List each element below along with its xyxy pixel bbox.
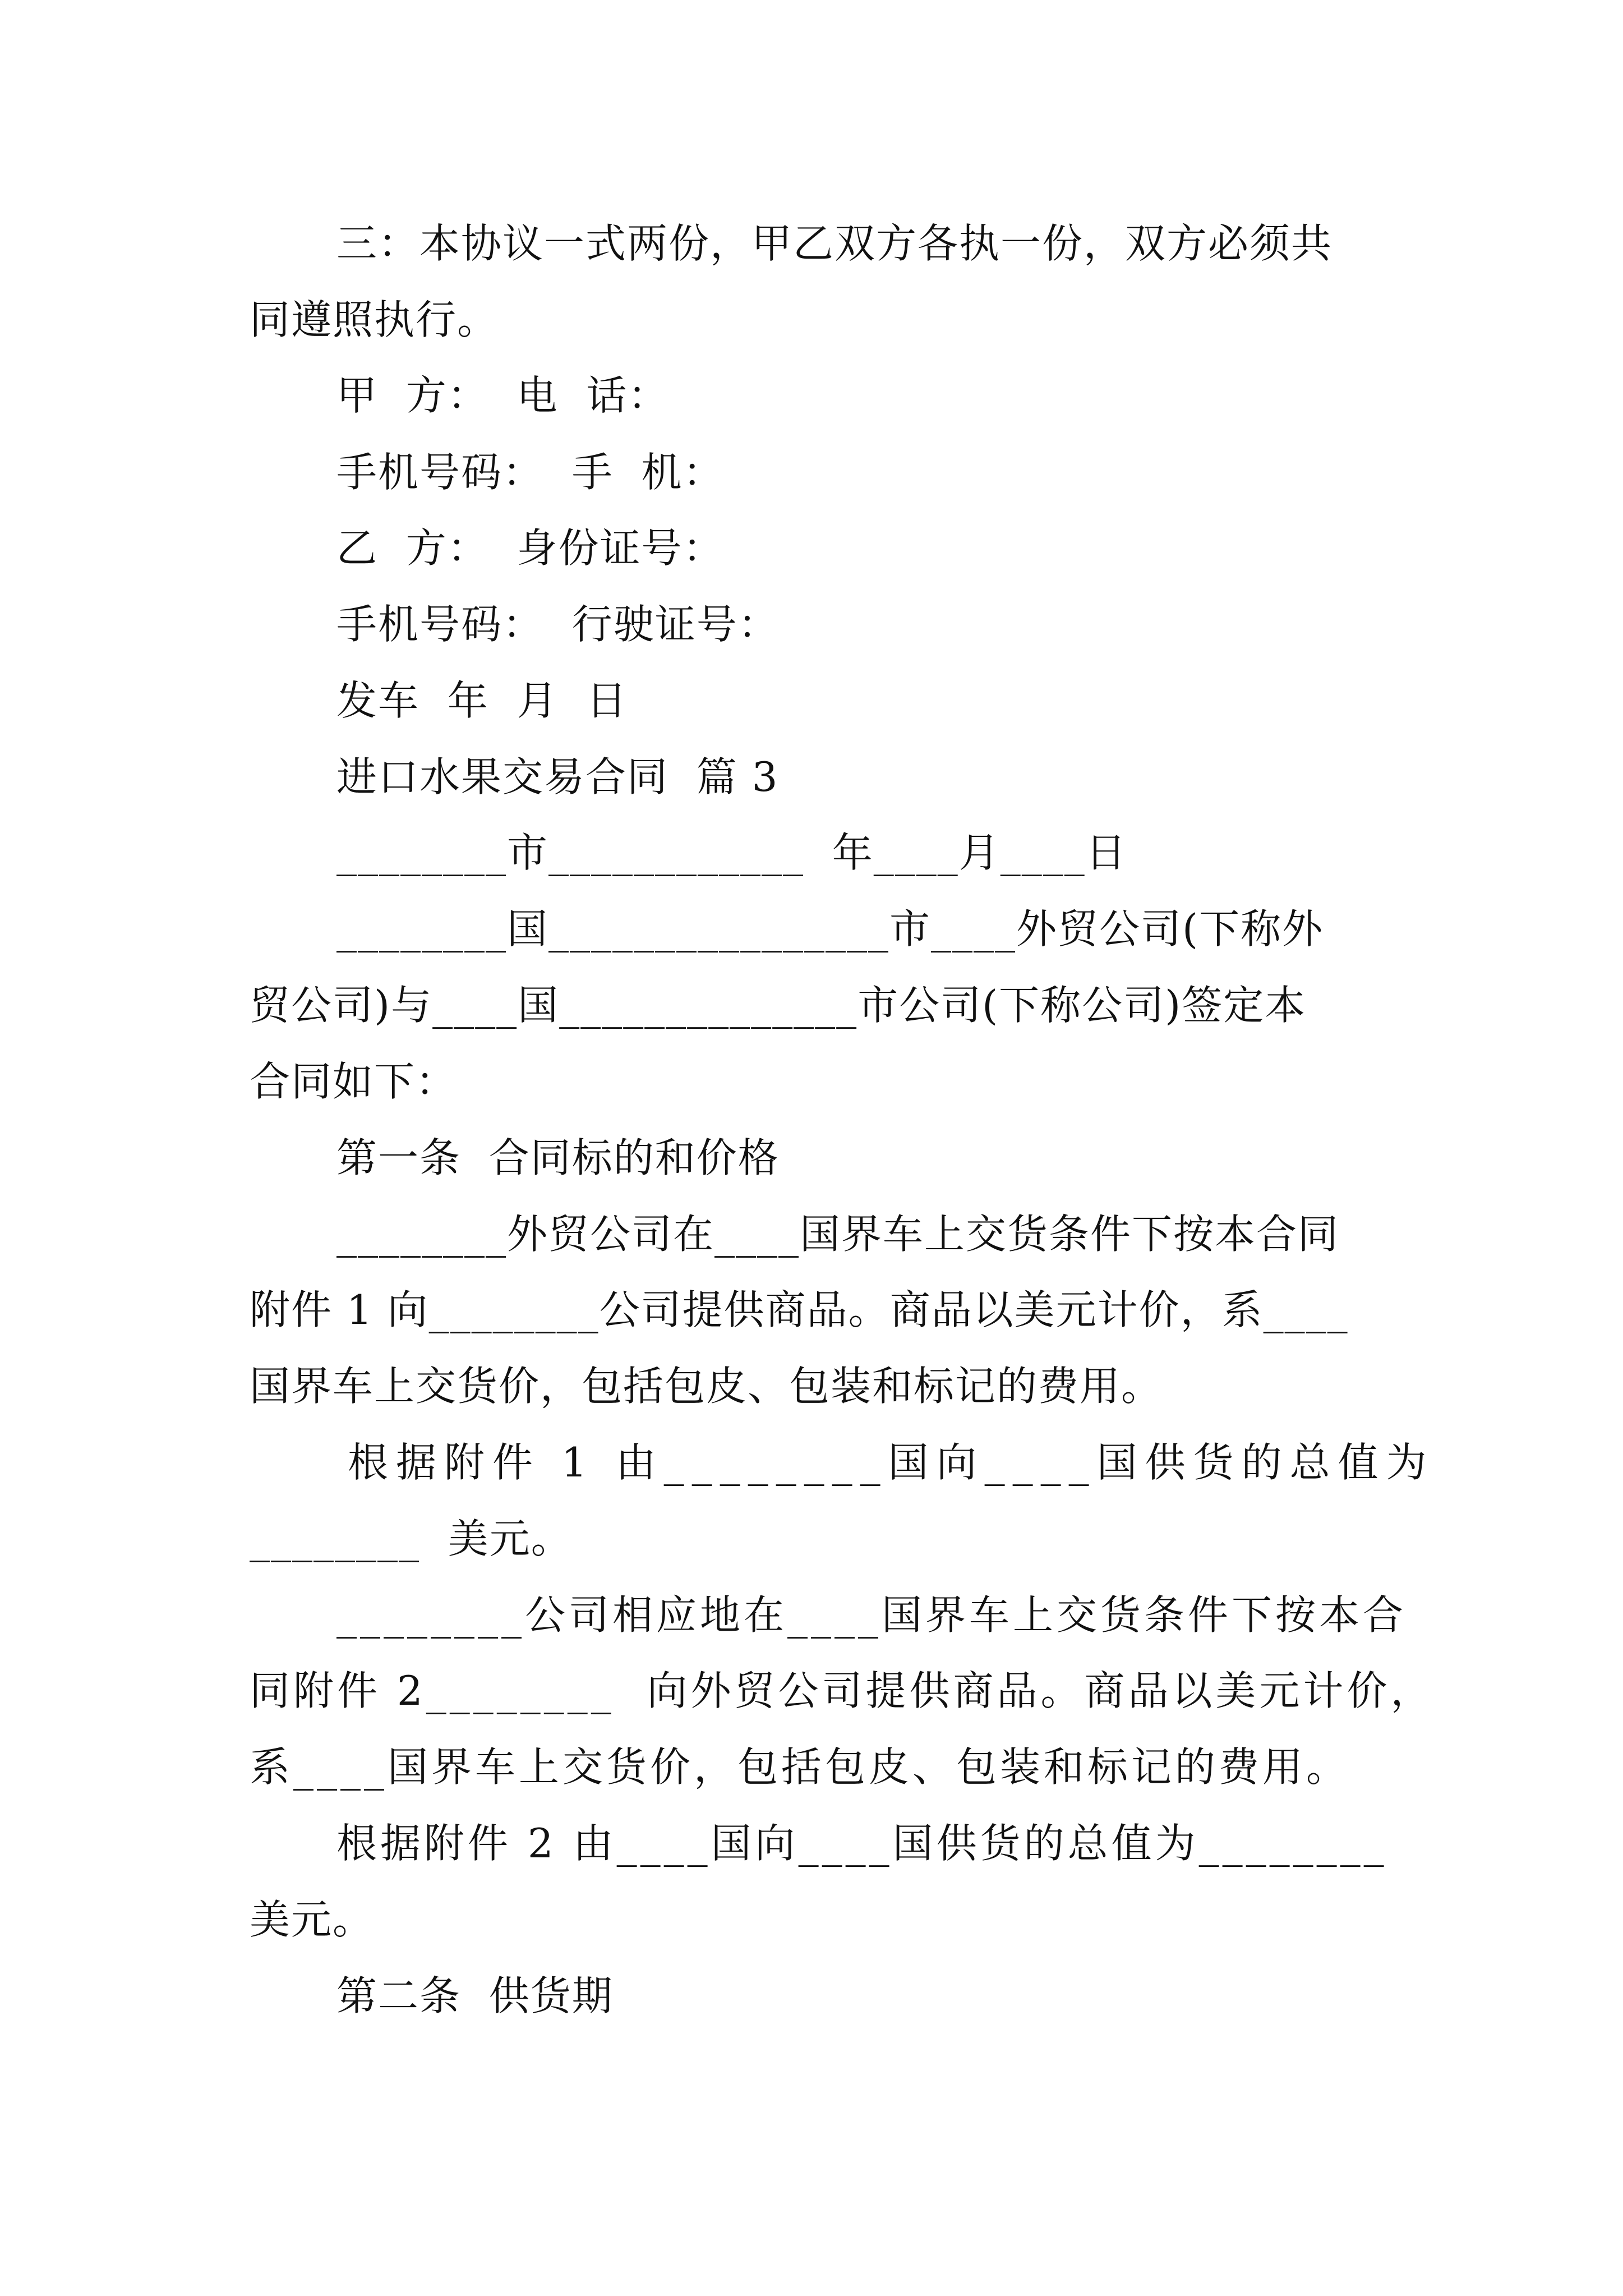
paragraph-line: 合同如下： — [250, 1058, 458, 1105]
article-heading: 第一条 合同标的和价格 — [336, 1134, 780, 1181]
paragraph-line: ________ 美元。 — [250, 1515, 573, 1562]
section-heading: 进口水果交易合同 篇 3 — [336, 753, 779, 800]
signature-field-line: 乙 方： 身份证号： — [336, 524, 725, 572]
paragraph-line: 同遵照执行。 — [250, 296, 499, 343]
paragraph-line: 美元。 — [250, 1896, 375, 1943]
paragraph-line: ________外贸公司在____国界车上交货条件下按本合同 — [336, 1211, 1340, 1258]
paragraph-line: 贸公司)与____国______________市公司(下称公司)签定本 — [250, 982, 1307, 1029]
paragraph-line: ________国________________市____外贸公司(下称外 — [336, 905, 1324, 953]
paragraph-line: 根据附件 2 由____国向____国供货的总值为________ — [336, 1820, 1387, 1867]
paragraph-line: 根据附件 1 由________国向____国供货的总值为 — [348, 1439, 1435, 1486]
paragraph-line: 三：本协议一式两份，甲乙双方各执一份，双方必须共 — [336, 220, 1333, 267]
signature-field-line: 甲 方： 电 话： — [336, 372, 670, 419]
paragraph-line: 系____国界车上交货价，包括包皮、包装和标记的费用。 — [250, 1743, 1350, 1791]
signature-field-line: 手机号码： 手 机： — [336, 449, 725, 496]
paragraph-line: 同附件 2________ 向外贸公司提供商品。商品以美元计价， — [250, 1667, 1435, 1714]
date-line: 发车 年 月 日 — [336, 677, 628, 724]
paragraph-line: ________公司相应地在____国界车上交货条件下按本合 — [336, 1591, 1407, 1639]
signature-field-line: 手机号码： 行驶证号： — [336, 601, 780, 648]
article-heading: 第二条 供货期 — [336, 1972, 614, 2019]
paragraph-line: 国界车上交货价，包括包皮、包装和标记的费用。 — [250, 1363, 1163, 1410]
paragraph-line: ________市____________ 年____月____日 — [336, 829, 1127, 876]
paragraph-line: 附件 1 向________公司提供商品。商品以美元计价，系____ — [250, 1286, 1349, 1333]
